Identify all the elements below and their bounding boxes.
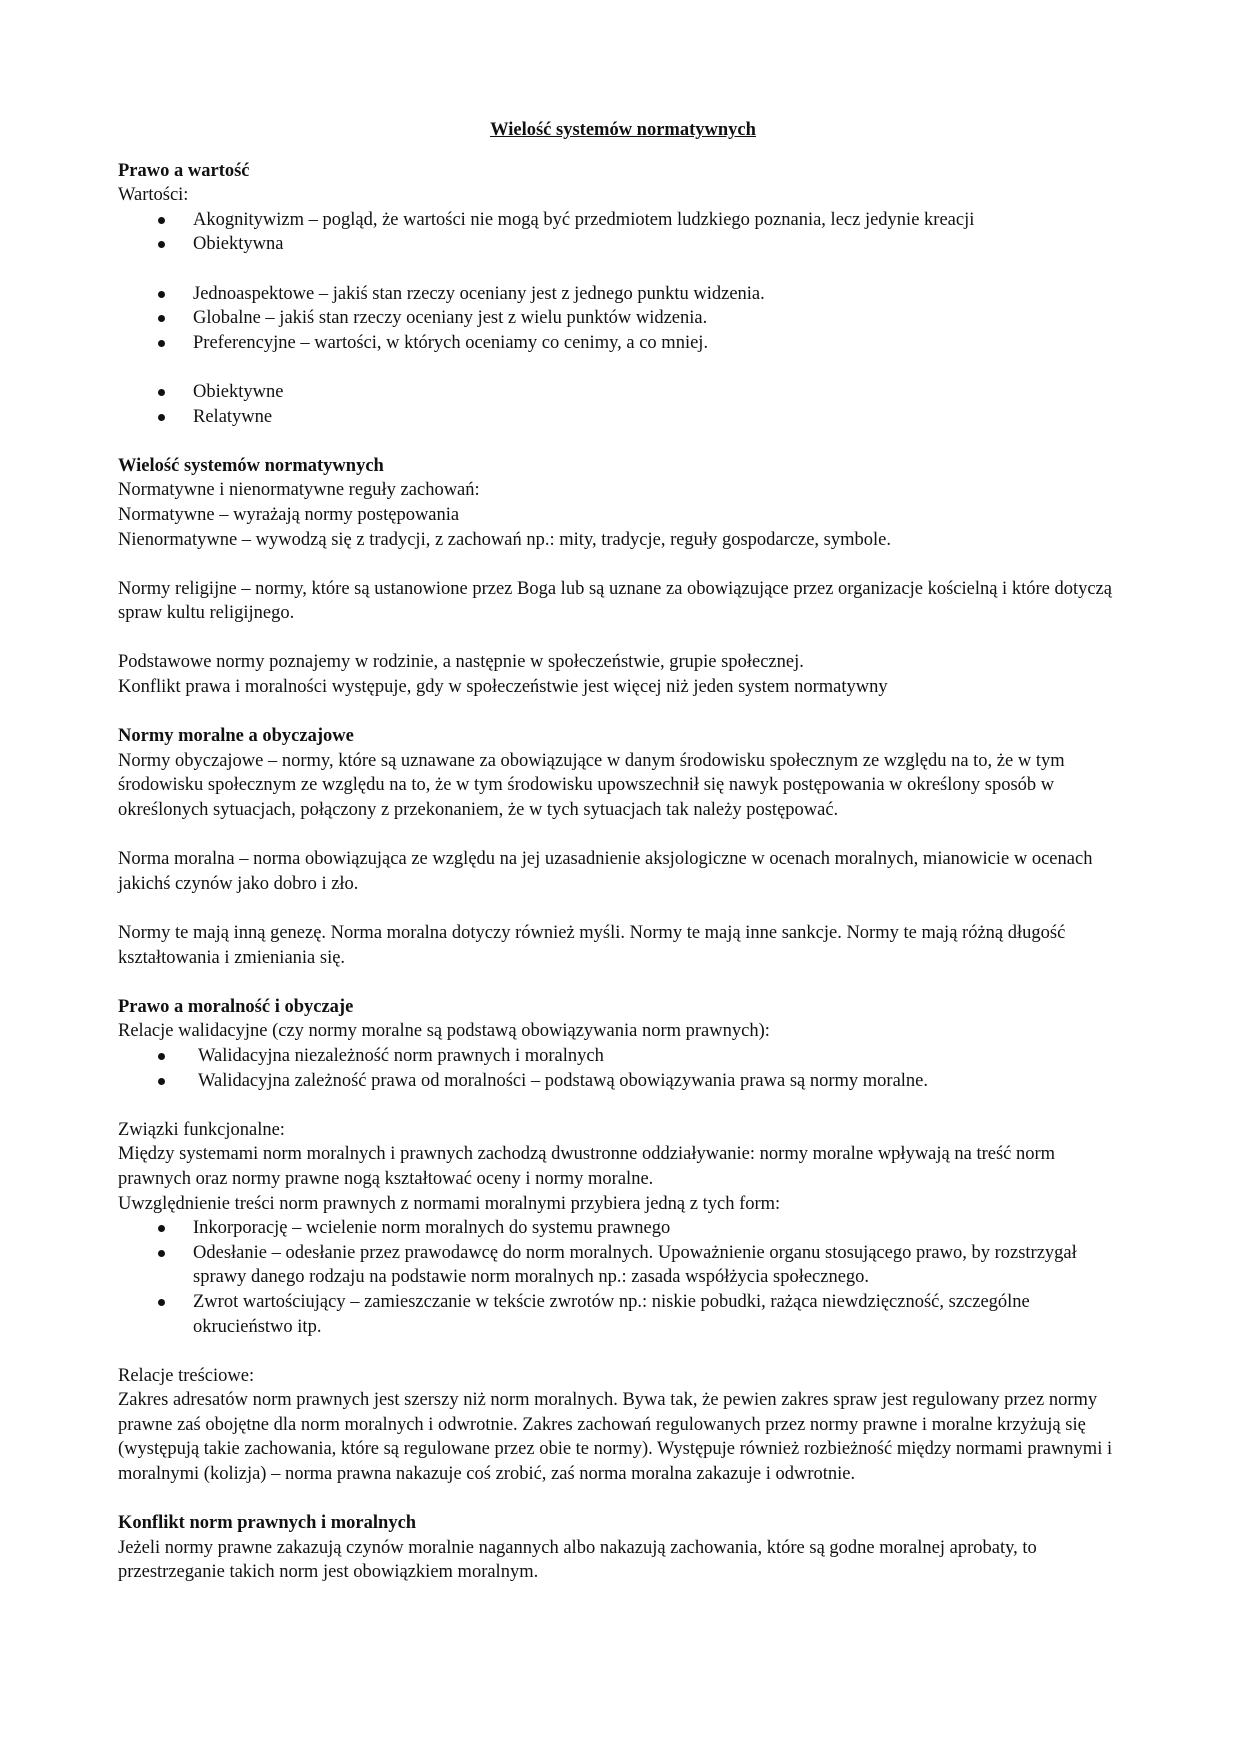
paragraph: Normatywne i nienormatywne reguły zachowań: bbox=[118, 480, 480, 501]
paragraph: Norma moralna – norma obowiązująca ze względu na jej uzasadnienie aksjologiczne w ocenach moralnych, mianowicie w ocenach jakichś czynów jako dobro i zło. bbox=[118, 849, 1093, 894]
paragraph: Normatywne – wyrażają normy postępowania bbox=[118, 504, 460, 525]
paragraph: Zakres adresatów norm prawnych jest szerszy niż norm moralnych. Bywa tak, że pewien zakres spraw jest regulowany przez normy prawne zaś obojętne dla norm moralnych i odwrotnie. Zakres zachowań regulowanych przez normy prawne i moralne krzyżują się (występują takie zachowania, które są regulowane przez obie te normy). Występuje również rozbieżność między normami prawnymi i moralnymi (kolizja) – norma prawna nakazuje coś zrobić, zaś norma moralna zakazuje i odwrotnie. bbox=[118, 1390, 1113, 1485]
section-heading-wielosc: Wielość systemów normatywnych bbox=[118, 455, 384, 476]
paragraph: Jeżeli normy prawne zakazują czynów moralnie nagannych albo nakazują zachowania, które są godne moralnej aprobaty, to przestrzeganie takich norm jest obowiązkiem moralnym. bbox=[118, 1537, 1037, 1583]
paragraph: Między systemami norm moralnych i prawnych zachodzą dwustronne oddziaływanie: normy moralne wpływają na treść norm prawnych oraz normy prawne nogą kształtować oceny i normy moralne. bbox=[118, 1144, 1056, 1189]
bullet-icon bbox=[158, 389, 165, 396]
document-title: Wielość systemów normatywnych bbox=[490, 120, 756, 140]
bullet-icon bbox=[158, 1078, 165, 1085]
section-heading-konflikt: Konflikt norm prawnych i moralnych bbox=[118, 1513, 417, 1534]
bullet-list bbox=[118, 208, 1128, 257]
bullet-icon bbox=[158, 414, 165, 421]
list-item: Preferencyjne – wartości, w których oceniamy co cenimy, a co mniej. bbox=[118, 331, 1128, 356]
bullet-icon bbox=[158, 1053, 165, 1060]
bullet-icon bbox=[158, 291, 165, 298]
paragraph: Konflikt prawa i moralności występuje, gdy w społeczeństwie jest więcej niż jeden system normatywny bbox=[118, 677, 888, 698]
paragraph: Uwzględnienie treści norm prawnych z normami moralnymi przybiera jedną z tych form: bbox=[118, 1193, 781, 1214]
bullet-icon bbox=[158, 1299, 165, 1306]
list-item: Relatywne bbox=[118, 405, 1128, 430]
bullet-list bbox=[118, 380, 1128, 429]
paragraph: Podstawowe normy poznajemy w rodzinie, a następnie w społeczeństwie, grupie społecznej. bbox=[118, 652, 804, 673]
bullet-list bbox=[118, 1044, 1128, 1093]
bullet-icon bbox=[158, 340, 165, 347]
paragraph: Normy religijne – normy, które są ustanowione przez Boga lub są uznane za obowiązujące przez organizacje kościelną i które dotyczą spraw kultu religijnego. bbox=[118, 578, 1112, 624]
section-heading-normy-moralne: Normy moralne a obyczajowe bbox=[118, 726, 354, 747]
list-item: Inkorporację – wcielenie norm moralnych do systemu prawnego bbox=[118, 1216, 1128, 1241]
bullet-icon bbox=[158, 1225, 165, 1232]
paragraph: Związki funkcjonalne: bbox=[118, 1119, 285, 1140]
list-item: Zwrot wartościujący – zamieszczanie w tekście zwrotów np.: niskie pobudki, rażąca niewdzięczność, szczególne okrucieństwo itp. bbox=[118, 1290, 1128, 1339]
bullet-list bbox=[118, 1216, 1128, 1339]
section-heading-prawo-a-wartosc: Prawo a wartość bbox=[118, 160, 250, 181]
paragraph: Relacje treściowe: bbox=[118, 1365, 255, 1386]
paragraph: Relacje walidacyjne (czy normy moralne są podstawą obowiązywania norm prawnych): bbox=[118, 1021, 770, 1042]
section-intro: Wartości: bbox=[118, 185, 189, 206]
paragraph: Normy obyczajowe – normy, które są uznawane za obowiązujące w danym środowisku społecznym ze względu na to, że w tym środowisku społecznym ze względu na to, że w tym środowisku upowszechnił się nawyk postępowania w określony sposób w określonych sytuacjach, połączony z przekonaniem, że w tych sytuacjach tak należy postępować. bbox=[118, 750, 1065, 821]
paragraph: Normy te mają inną genezę. Norma moralna dotyczy również myśli. Normy te mają inne sankcje. Normy te mają różną długość kształtowania i zmieniania się. bbox=[118, 923, 1066, 968]
list-item: Jednoaspektowe – jakiś stan rzeczy oceniany jest z jednego punktu widzenia. bbox=[118, 282, 1128, 307]
list-item: Walidacyjna niezależność norm prawnych i moralnych bbox=[118, 1044, 1128, 1069]
bullet-icon bbox=[158, 315, 165, 322]
bullet-icon bbox=[158, 217, 165, 224]
document-page bbox=[118, 118, 1128, 1585]
section-heading-prawo-a-moralnosc: Prawo a moralność i obyczaje bbox=[118, 996, 354, 1017]
bullet-list bbox=[118, 282, 1128, 356]
bullet-icon bbox=[158, 241, 165, 248]
paragraph: Nienormatywne – wywodzą się z tradycji, z zachowań np.: mity, tradycje, reguły gospodarcze, symbole. bbox=[118, 529, 891, 550]
list-item: Walidacyjna zależność prawa od moralności – podstawą obowiązywania prawa są normy moralne. bbox=[118, 1069, 1128, 1094]
bullet-icon bbox=[158, 1250, 165, 1257]
list-item: Odesłanie – odesłanie przez prawodawcę do norm moralnych. Upoważnienie organu stosującego prawo, by rozstrzygał sprawy danego rodzaju na podstawie norm moralnych np.: zasada współżycia społecznego. bbox=[118, 1241, 1128, 1290]
list-item: Globalne – jakiś stan rzeczy oceniany jest z wielu punktów widzenia. bbox=[118, 306, 1128, 331]
list-item: Obiektywna bbox=[118, 232, 1128, 257]
list-item: Obiektywne bbox=[118, 380, 1128, 405]
list-item: Akognitywizm – pogląd, że wartości nie mogą być przedmiotem ludzkiego poznania, lecz jedynie kreacji bbox=[118, 208, 1128, 233]
